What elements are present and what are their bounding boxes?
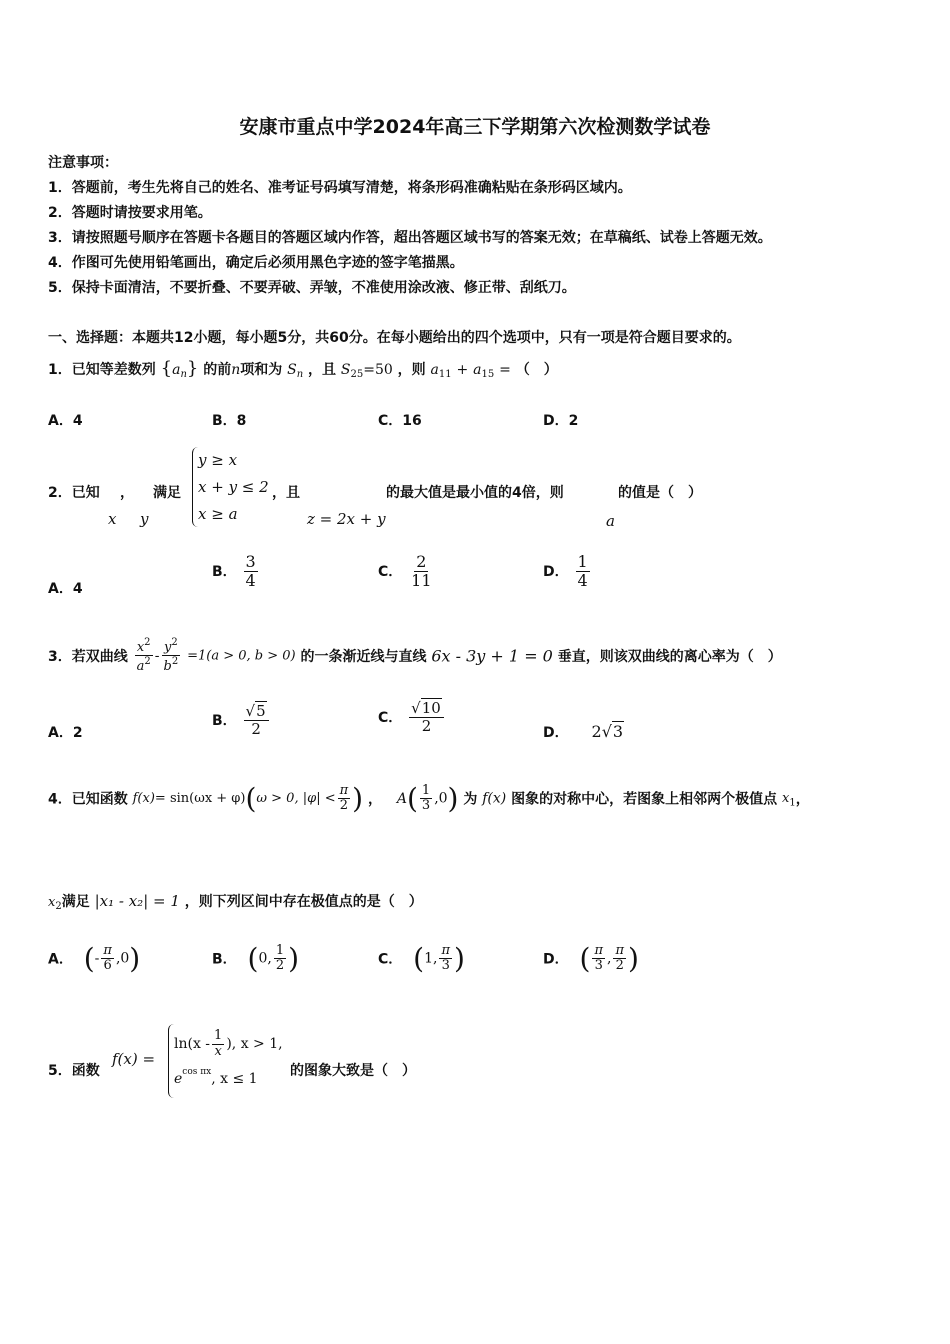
note-item: 2．答题时请按要求用笔。 [48, 205, 212, 221]
note-item: 5．保持卡面清洁，不要折叠、不要弄破、弄皱，不准使用涂改液、修正带、刮纸刀。 [48, 280, 576, 296]
q4-option-c[interactable]: C． (1, $\frac{\pi}{3}$ ) [378, 942, 465, 975]
q2-option-d[interactable]: D． $\frac{1}{4}$ [543, 552, 588, 590]
question-3: 3．若双曲线 $\frac{x^2}{a^2}$ - $\frac{y^2}{b^2}$ =1(a > 0, b > 0) 的一条渐近线与直线 6x - 3y + 1 = 0 垂直，则该双曲线的离心率为（ ） [48, 637, 782, 675]
question-2-text-b: ， [120, 485, 134, 501]
q1-option-a[interactable]: A．4 [48, 413, 83, 429]
q2-var-a: a [606, 512, 615, 530]
q4-option-d[interactable]: D． ( $\frac{\pi}{3}$ , $\frac{\pi}{2}$ ) [543, 942, 639, 975]
note-item: 3．请按照题号顺序在答题卡各题目的答题区域内作答，超出答题区域书写的答案无效；在草稿纸、试卷上答题无效。 [48, 230, 772, 246]
q2-option-a[interactable]: A．4 [48, 581, 83, 597]
q1-option-c[interactable]: C．16 [378, 413, 422, 429]
notes-heading: 注意事项： [48, 155, 118, 171]
q3-option-c[interactable]: C． $\frac{√10}{2}$ [378, 700, 446, 734]
q1-option-b[interactable]: B．8 [212, 413, 247, 429]
q5-function: f(x) = [112, 1050, 156, 1068]
question-2-text-e: 的最大值是最小值的4倍，则 [386, 485, 564, 501]
q5-piecewise: ln(x - $\frac{1}{x}$ ), x > 1, e cos πx , x ≤ 1 [168, 1024, 283, 1098]
question-5-text: 的图象大致是（ ） [290, 1063, 416, 1079]
section-heading: 一、选择题：本题共12小题，每小题5分，共60分。在每小题给出的四个选项中，只有一项是符合题目要求的。 [48, 330, 741, 346]
q2-var-x: x [108, 510, 117, 528]
q2-objective: z = 2x + y [307, 510, 386, 528]
question-5-label: 5．函数 [48, 1063, 100, 1079]
note-item: 1．答题前，考生先将自己的姓名、准考证号码填写清楚，将条形码准确粘贴在条形码区域内。 [48, 180, 632, 196]
q2-var-y: y [140, 510, 149, 528]
q3-option-a[interactable]: A．2 [48, 725, 83, 741]
q3-option-d[interactable]: D． 2√3 [543, 722, 624, 741]
q1-option-d[interactable]: D．2 [543, 413, 579, 429]
q2-option-b[interactable]: B． $\frac{3}{4}$ [212, 552, 256, 590]
question-2-text-f: 的值是（ ） [618, 485, 702, 501]
question-4-line-1: 4．已知函数 f(x)= sin(ωx + φ)(ω > 0, |φ| < $\frac{\pi}{2}$ ) ， A( $\frac{1}{3}$ ,0) 为 f(x) 图象的对称中心，若图象上相邻两个极值点 $x_1$， [48, 782, 810, 815]
question-2-text-c: 满足 [153, 485, 181, 501]
q3-option-b[interactable]: B． $\frac{√5}{2}$ [212, 703, 271, 737]
page-title: 安康市重点中学2024年高三下学期第六次检测数学试卷 [239, 116, 711, 138]
note-item: 4．作图可先使用铅笔画出，确定后必须用黑色字迹的签字笔描黑。 [48, 255, 464, 271]
question-2-text-d: ，且 [272, 485, 300, 501]
q2-option-c[interactable]: C． $\frac{2}{11}$ [378, 552, 432, 590]
question-4-line-2: $x_2$满足 |x₁ - x₂| = 1 ，则下列区间中存在极值点的是（ ） [48, 892, 423, 912]
question-1: 1．已知等差数列 $\{a_n\}$ 的前n项和为 $S_n$ ，且 $S_{25}=50$ ，则 $a_{11} + a_{15}$ = （ ） [48, 358, 558, 380]
q4-option-b[interactable]: B． (0, $\frac{1}{2}$ ) [212, 942, 300, 975]
q4-option-a[interactable]: A． (- $\frac{\pi}{6}$ ,0) [48, 942, 141, 975]
q2-constraint-system: y ≥ x x + y ≤ 2 x ≥ a [192, 447, 269, 527]
question-2-text-a: 2．已知 [48, 485, 100, 501]
